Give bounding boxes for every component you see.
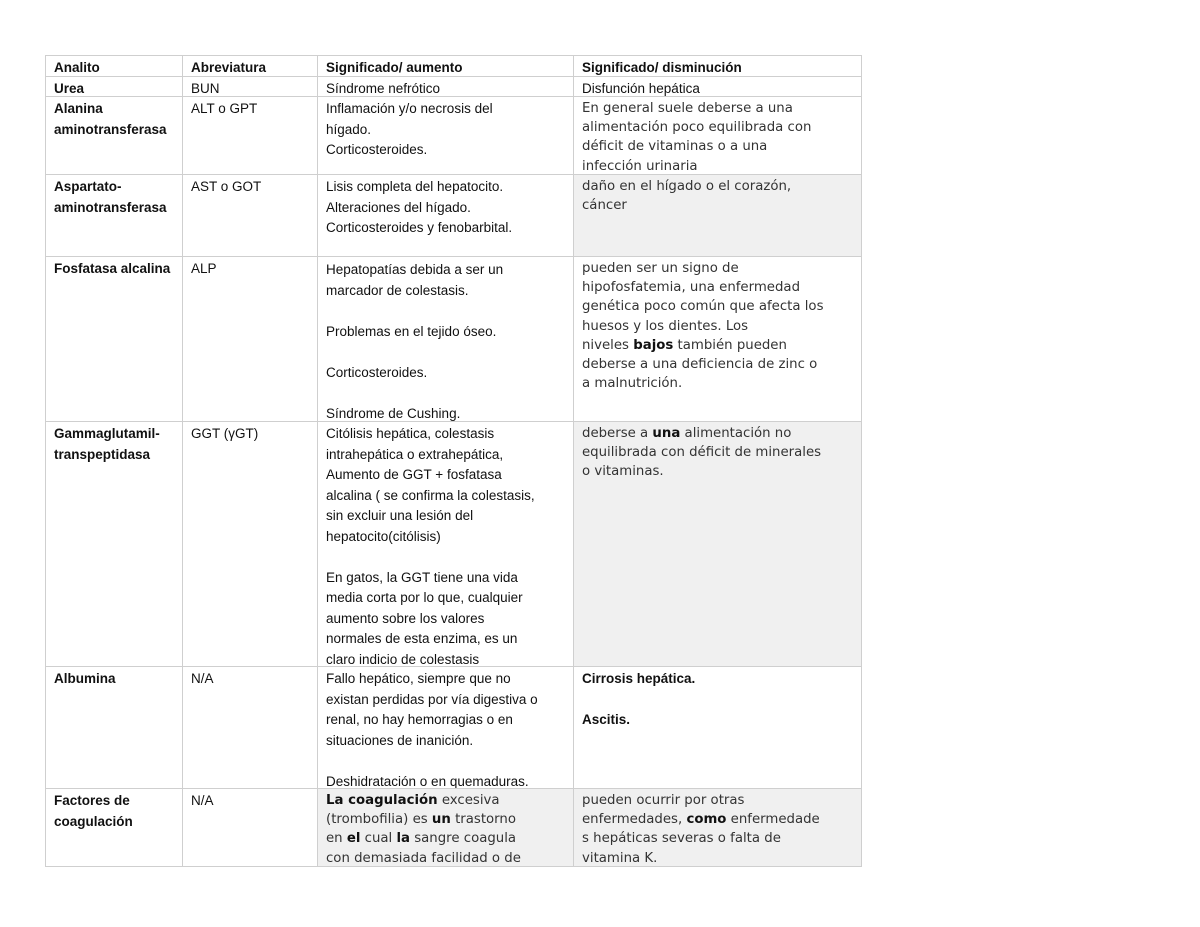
cell-abreviatura: ALP <box>191 261 217 276</box>
bold-text-segment: el <box>346 831 361 847</box>
header-aumento: Significado/ aumento <box>326 60 463 75</box>
text-segment: enfermedade s hepáticas severas o falta de vitamina K. <box>582 812 820 866</box>
cell-abreviatura: BUN <box>191 81 220 96</box>
cell-analito: Gammaglutamil- transpeptidasa <box>45 422 182 667</box>
bold-text-segment: bajos <box>633 337 674 353</box>
bold-text-segment: como <box>686 812 727 828</box>
header-abreviatura: Abreviatura <box>191 60 267 75</box>
text-segment: deberse a <box>582 426 653 441</box>
bold-text-segment: una <box>652 426 681 441</box>
column-divider <box>573 55 574 867</box>
bold-text-segment: un <box>431 812 451 828</box>
bold-text-segment: La coagulación <box>326 793 438 808</box>
text-segment: pueden ocurrir por otras enfermedades, <box>582 793 745 828</box>
cell-aumento: Citólisis hepática, colestasis intrahepática o extrahepática, Aumento de GGT + fosfatasa alcalina ( se confirma la colestasis, sin excluir una lesión del hepatocito(citólisis) En gatos, la GGT tiene una vida media corta por lo que, cualquier aumento sobre los valores normales de esta enzima, es un claro indicio de colestasis <box>317 422 573 667</box>
cell-abreviatura: AST o GOT <box>182 175 317 257</box>
cell-abreviatura: N/A <box>191 671 214 686</box>
cell-aumento: Hepatopatías debida a ser un marcador de colestasis. Problemas en el tejido óseo. Corticosteroides. Síndrome de Cushing. <box>326 262 504 421</box>
cell-analito: Aspartato- aminotransferasa <box>45 175 182 257</box>
column-divider <box>182 55 183 867</box>
cell-abreviatura: GGT (γGT) <box>182 422 317 667</box>
cell-analito: Albumina <box>54 671 116 686</box>
text-segment: excesiva (trombofilia) es <box>326 793 500 828</box>
cell-aumento: Lisis completa del hepatocito. Alteraciones del hígado. Corticosteroides y fenobarbital. <box>317 175 573 257</box>
cell-disminucion: Cirrosis hepática. Ascitis. <box>582 671 696 727</box>
text-segment: alimentación no equilibrada con déficit de minerales o vitaminas. <box>582 426 822 480</box>
cell-analito: Alanina aminotransferasa <box>54 101 167 137</box>
text-segment: pueden ser un signo de hipofosfatemia, una enfermedad genética poco común que afecta los huesos y los dientes. Los niveles <box>582 261 824 353</box>
cell-aumento: Fallo hepático, siempre que no existan perdidas por vía digestiva o renal, no hay hemorragias o en situaciones de inanición. Deshidratación o en quemaduras. <box>326 671 538 789</box>
cell-aumento: Síndrome nefrótico <box>326 81 441 96</box>
text-segment: cual <box>360 831 397 847</box>
cell-disminucion: Disfunción hepática <box>582 81 700 96</box>
cell-aumento: Inflamación y/o necrosis del hígado. Corticosteroides. <box>326 101 493 157</box>
column-divider <box>317 55 318 867</box>
header-disminucion: Significado/ disminución <box>582 60 742 75</box>
table-border <box>45 55 862 867</box>
cell-disminucion: daño en el hígado o el corazón, cáncer <box>582 179 792 214</box>
cell-analito: Fosfatasa alcalina <box>54 261 171 276</box>
text-segment: trastorno en <box>326 812 516 847</box>
cell-disminucion: En general suele deberse a una alimentación poco equilibrada con déficit de vitaminas o a una infección urinaria <box>582 101 812 174</box>
header-analito: Analito <box>54 60 100 75</box>
cell-analito: Factores de coagulación <box>45 789 182 867</box>
cell-abreviatura: ALT o GPT <box>191 101 258 116</box>
cell-analito: Urea <box>54 81 85 96</box>
bold-text-segment: la <box>396 831 410 847</box>
text-segment: también pueden deberse a una deficiencia de zinc o a malnutrición. <box>582 337 818 392</box>
text-segment: sangre coagula con demasiada facilidad o de <box>326 831 521 866</box>
cell-abreviatura: N/A <box>182 789 317 867</box>
